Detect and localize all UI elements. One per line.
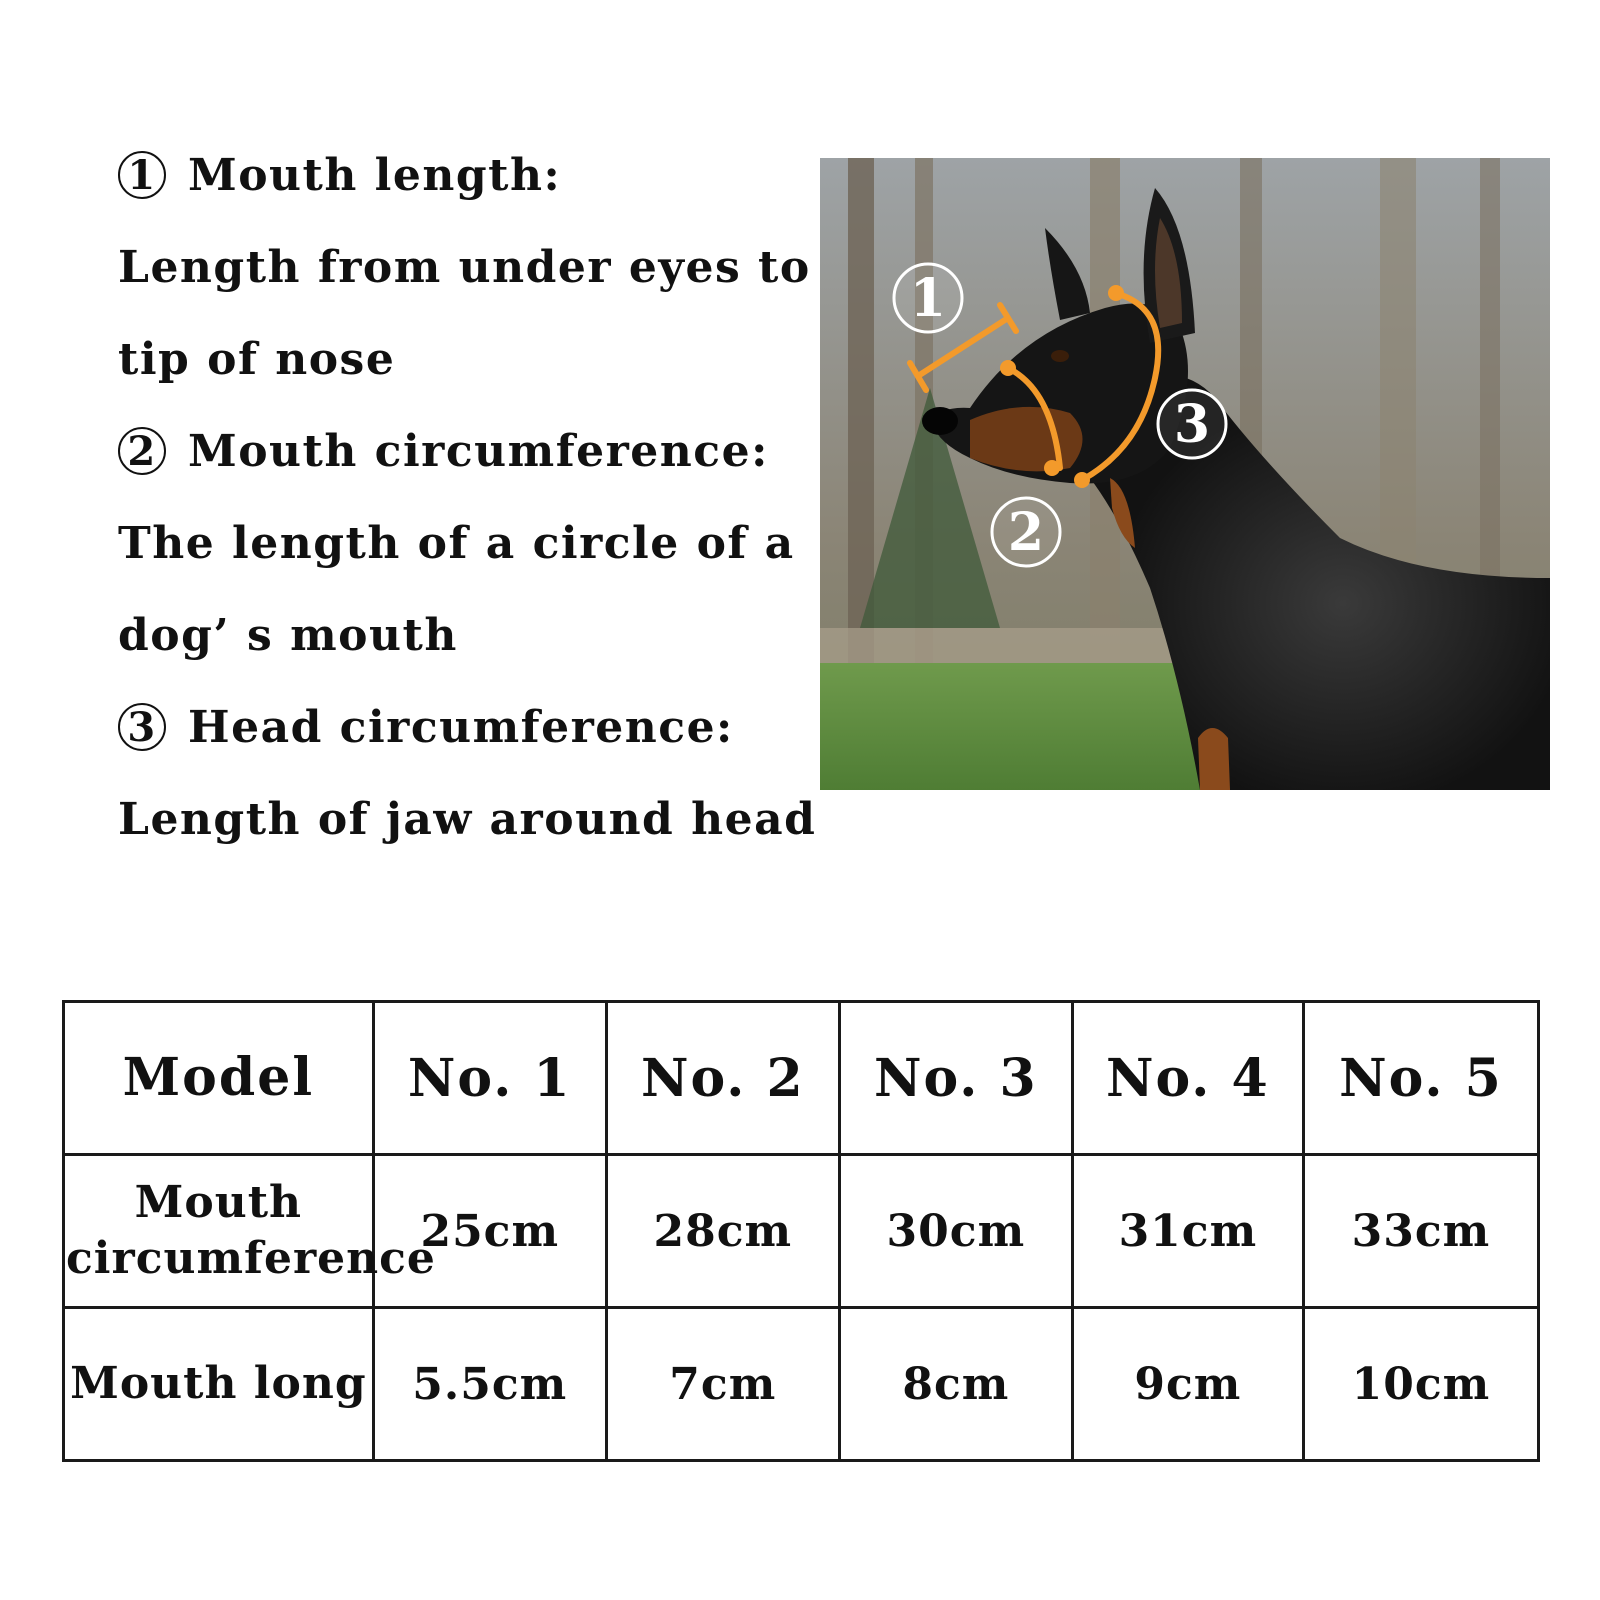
marker-1 [894, 264, 962, 332]
table-cell: 33cm [1303, 1155, 1538, 1308]
number-badge-2: 2 [118, 427, 166, 475]
table-header-row [64, 1002, 1539, 1155]
marker-2 [992, 498, 1060, 566]
table-cell: 7cm [606, 1308, 839, 1461]
header-no-3: No. 3 [839, 1002, 1072, 1155]
header-no-1: No. 1 [373, 1002, 606, 1155]
dog-eye [1051, 350, 1069, 362]
mouth-circumference-desc-line-1: The length of a circle of a [118, 518, 795, 569]
dog-tan-leg [1198, 728, 1230, 790]
marker-1-label: 1 [909, 268, 947, 329]
table-cell: 5.5cm [373, 1308, 606, 1461]
table-cell: 28cm [606, 1155, 839, 1308]
table-cell: 10cm [1303, 1308, 1538, 1461]
header-no-2: No. 2 [606, 1002, 839, 1155]
dog-nose [922, 407, 958, 435]
mouth-circumference-title: Mouth circumference: [188, 426, 769, 477]
table-row [64, 1155, 1539, 1308]
header-no-4: No. 4 [1072, 1002, 1303, 1155]
dog-illustration [820, 158, 1550, 790]
mouth-length-desc-line-2: tip of nose [118, 334, 396, 385]
header-no-5: No. 5 [1303, 1002, 1538, 1155]
table-cell: 8cm [839, 1308, 1072, 1461]
table-cell: 9cm [1072, 1308, 1303, 1461]
guide-item-3-title-line [118, 682, 778, 774]
marker-3-label: 3 [1173, 394, 1211, 455]
dog-measurement-photo [820, 158, 1550, 790]
guide-item-1-title-line [118, 130, 778, 222]
measurement-guide [118, 130, 817, 866]
head-circumference-desc-line-1: Length of jaw around head [118, 794, 817, 845]
measure-dot [1074, 472, 1090, 488]
mouth-length-desc-line-1: Length from under eyes to [118, 242, 811, 293]
row-label-mouth-long: Mouth long [64, 1308, 374, 1461]
row-label-mouth-circumference: Mouth circumference [64, 1155, 374, 1308]
measure-dot [1000, 360, 1016, 376]
measure-dot [1108, 285, 1124, 301]
mouth-circumference-desc-line-2: dog’ s mouth [118, 610, 458, 661]
marker-2-label: 2 [1007, 502, 1045, 563]
table-cell: 30cm [839, 1155, 1072, 1308]
head-circumference-title: Head circumference: [188, 702, 734, 753]
table-cell: 25cm [373, 1155, 606, 1308]
marker-3 [1158, 390, 1226, 458]
mouth-length-title: Mouth length: [188, 150, 562, 201]
table-row [64, 1308, 1539, 1461]
measure-dot [1044, 460, 1060, 476]
guide-item-2-title-line [118, 406, 778, 498]
dog-muzzle-tan [970, 407, 1083, 471]
table-cell: 31cm [1072, 1155, 1303, 1308]
header-model: Model [64, 1002, 374, 1155]
size-chart-table [62, 1000, 1540, 1462]
number-badge-3: 3 [118, 703, 166, 751]
number-badge-1: 1 [118, 151, 166, 199]
